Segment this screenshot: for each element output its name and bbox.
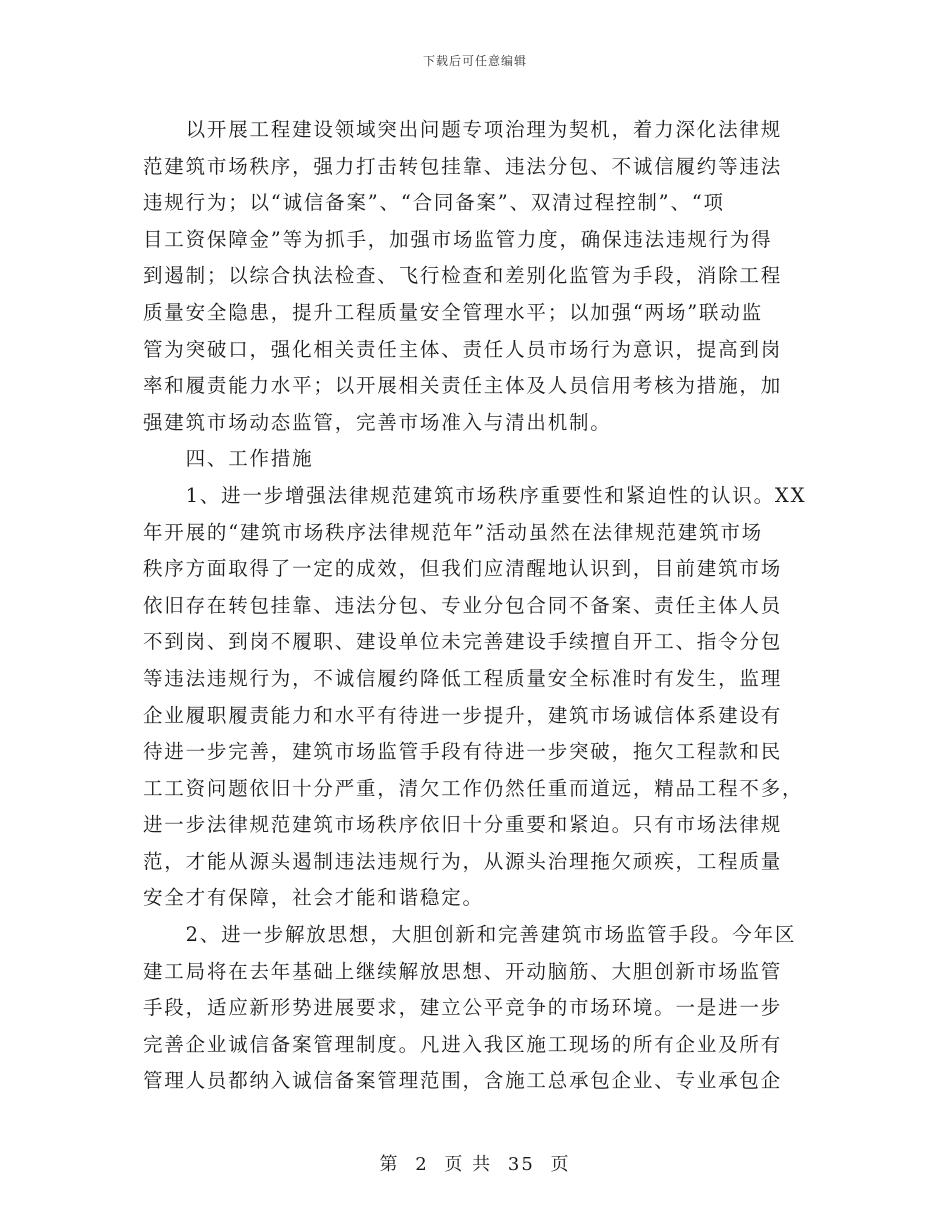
text-line: 待进一步完善，建筑市场监管手段有待进一步突破，拖欠工程款和民 [143, 740, 783, 764]
text-line: 不到岗、到岗不履职、建设单位未完善建设手续擅自开工、指令分包 [143, 630, 783, 654]
text-line: 以开展工程建设领域突出问题专项治理为契机，着力深化法律规 [143, 118, 783, 141]
text-line: 范，才能从源头遏制违法违规行为，从源头治理拖欠顽疾，工程质量 [143, 849, 783, 873]
text-line: 完善企业诚信备案管理制度。凡进入我区施工现场的所有企业及所有 [143, 1032, 783, 1056]
text-line: 企业履职履责能力和水平有待进一步提升，建筑市场诚信体系建设有 [143, 703, 783, 727]
page-footer [0, 1150, 950, 1176]
text-line: 进一步法律规范建筑市场秩序依旧十分重要和紧迫。只有市场法律规 [143, 813, 783, 837]
text-line: 建工局将在去年基础上继续解放思想、开动脑筋、大胆创新市场监管 [143, 959, 783, 983]
text-line: 年开展的“建筑市场秩序法律规范年”活动虽然在法律规范建筑市场 [143, 520, 763, 544]
text-line: 秩序方面取得了一定的成效，但我们应清醒地认识到，目前建筑市场 [143, 557, 783, 581]
document-body [143, 112, 807, 1100]
text-line: 率和履责能力水平；以开展相关责任主体及人员信用考核为措施，加 [143, 374, 783, 398]
text-line: 管理人员都纳入诚信备案管理范围，含施工总承包企业、专业承包企 [143, 1069, 783, 1093]
footer-prefix: 第 [379, 1154, 400, 1175]
text-line: 工工资问题依旧十分严重，清欠工作仍然任重而道远，精品工程不多， [143, 776, 804, 800]
text-line: 到遏制；以综合执法检查、飞行检查和差别化监管为手段，消除工程 [143, 264, 783, 288]
current-page-number: 2 [415, 1154, 429, 1175]
footer-middle: 页 共 [444, 1154, 493, 1175]
section-heading: 四、工作措施 [143, 447, 314, 471]
text-line: 2、进一步解放思想，大胆创新和完善建筑市场监管手段。今年区 [143, 923, 797, 947]
footer-suffix: 页 [550, 1154, 571, 1175]
text-line: 依旧存在转包挂靠、违法分包、专业分包合同不备案、责任主体人员 [143, 593, 783, 617]
text-line: 目工资保障金”等为抓手，加强市场监管力度，确保违法违规行为得 [143, 227, 773, 251]
text-line: 质量安全隐患，提升工程质量安全管理水平；以加强“两场”联动监 [143, 300, 763, 324]
text-line: 安全才有保障，社会才能和谐稳定。 [143, 886, 484, 910]
text-line: 强建筑市场动态监管，完善市场准入与清出机制。 [143, 410, 612, 434]
text-line: 管为突破口，强化相关责任主体、责任人员市场行为意识，提高到岗 [143, 337, 783, 361]
text-line: 1、进一步增强法律规范建筑市场秩序重要性和紧迫性的认识。XX [143, 483, 807, 507]
text-line: 违规行为；以“诚信备案”、“合同备案”、双清过程控制”、“项 [143, 191, 725, 215]
text-line: 手段，适应新形势进展要求，建立公平竞争的市场环境。一是进一步 [143, 996, 783, 1020]
total-page-count: 35 [507, 1154, 535, 1175]
text-line: 范建筑市场秩序，强力打击转包挂靠、违法分包、不诚信履约等违法 [143, 154, 783, 178]
page-header: 下载后可任意编辑 [422, 54, 527, 68]
text-line: 等违法违规行为，不诚信履约降低工程质量安全标准时有发生，监理 [143, 666, 783, 690]
